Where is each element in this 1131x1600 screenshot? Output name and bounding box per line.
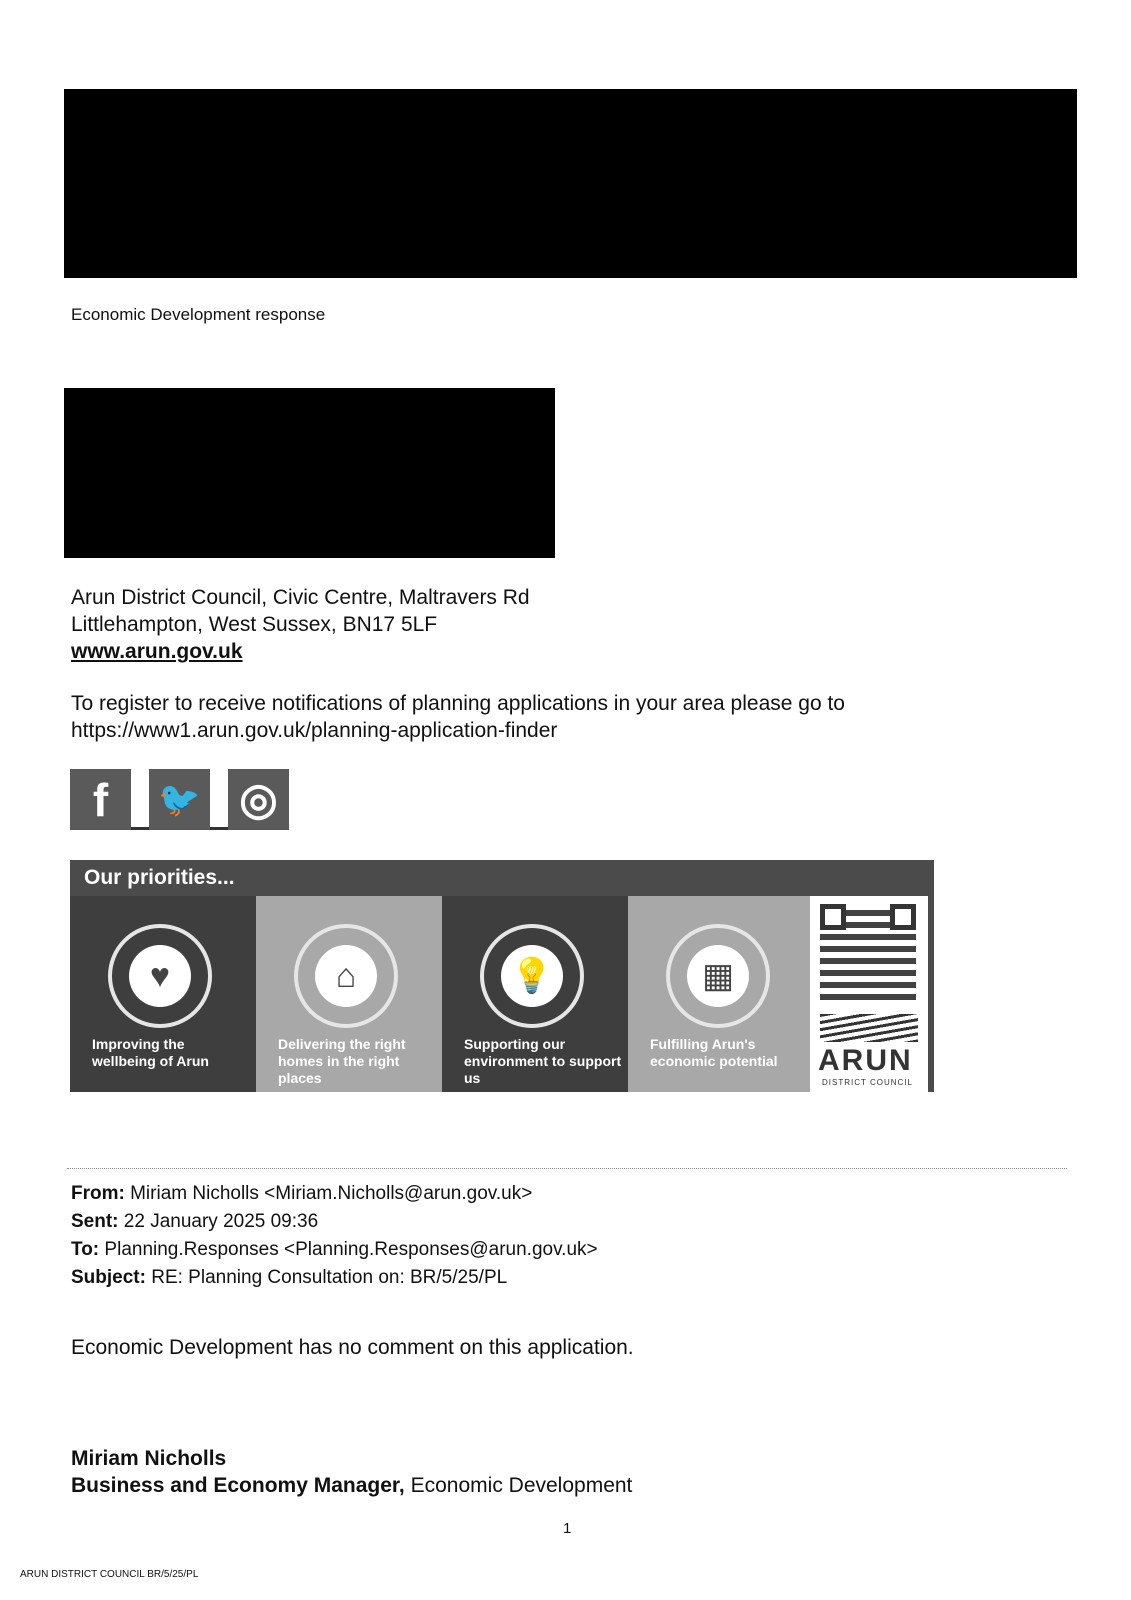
subject-label: Subject: [71, 1267, 146, 1288]
website-link[interactable]: www.arun.gov.uk [71, 640, 243, 663]
signature-department: Economic Development [410, 1474, 633, 1497]
facebook-icon[interactable] [70, 769, 131, 830]
address-line-1: Arun District Council, Civic Centre, Maltravers Rd [71, 586, 530, 609]
from-value: Miriam Nicholls <Miriam.Nicholls@arun.gov.uk> [130, 1183, 533, 1204]
instagram-glyph: ◎ [239, 775, 278, 824]
document-footer: ARUN DISTRICT COUNCIL BR/5/25/PL [20, 1569, 199, 1580]
priorities-banner [70, 860, 934, 1092]
lightbulb-glyph: 💡 [501, 945, 563, 1007]
email-header [71, 1180, 598, 1292]
priority-environment [442, 896, 628, 1092]
link-separator [131, 827, 149, 830]
signature-name: Miriam Nicholls [71, 1447, 227, 1470]
priorities-title: Our priorities... [84, 866, 235, 889]
instagram-icon[interactable] [228, 769, 289, 830]
sent-value: 22 January 2025 09:36 [123, 1211, 319, 1232]
to-label: To: [71, 1239, 100, 1260]
priority-label: Fulfilling Arun's economic potential [650, 1036, 778, 1069]
page-number: 1 [563, 1520, 572, 1537]
heart-glyph: ♥ [129, 945, 191, 1007]
priority-homes [256, 896, 442, 1092]
priority-label: Improving the wellbeing of Arun [92, 1036, 209, 1069]
priority-economy [628, 896, 814, 1092]
email-subject-row [71, 1264, 598, 1292]
email-sent-row [71, 1208, 598, 1236]
to-value: Planning.Responses <Planning.Responses@arun.gov.uk> [104, 1239, 598, 1260]
house-glyph: ⌂ [315, 945, 377, 1007]
email-divider [67, 1168, 1067, 1169]
twitter-glyph: 🐦 [158, 780, 201, 819]
priority-label: Supporting our environment to support us [464, 1036, 622, 1086]
buildings-icon [666, 924, 770, 1028]
email-from-row [71, 1180, 598, 1208]
signature-role: Business and Economy Manager, [71, 1474, 405, 1497]
email-to-row [71, 1236, 598, 1264]
arun-logo-panel [810, 896, 928, 1092]
council-address [71, 584, 530, 665]
redaction-block-middle [64, 388, 555, 558]
priority-wellbeing [70, 896, 256, 1092]
lightbulb-icon [480, 924, 584, 1028]
facebook-glyph: f [92, 773, 109, 826]
waves-logo-icon [820, 1014, 918, 1042]
register-notice: To register to receive notifications of planning applications in your area please go to https://www1.arun.gov.uk/planning-application-finder [71, 692, 845, 742]
buildings-glyph: ▦ [687, 945, 749, 1007]
logo-subtext: DISTRICT COUNCIL [822, 1078, 913, 1087]
subject-value: RE: Planning Consultation on: BR/5/25/PL [151, 1267, 508, 1288]
link-separator [210, 827, 228, 830]
priority-label: Delivering the right homes in the right places [278, 1036, 406, 1086]
signature-block [71, 1445, 632, 1499]
redaction-block-top [64, 89, 1077, 278]
sent-label: Sent: [71, 1211, 119, 1232]
response-heading: Economic Development response [71, 305, 326, 324]
address-line-2: Littlehampton, West Sussex, BN17 5LF [71, 613, 438, 636]
email-body: Economic Development has no comment on this application. [71, 1336, 634, 1359]
logo-text: ARUN [818, 1044, 913, 1077]
social-links [70, 768, 289, 830]
house-icon [294, 924, 398, 1028]
heart-icon [108, 924, 212, 1028]
twitter-icon[interactable] [149, 769, 210, 830]
from-label: From: [71, 1183, 125, 1204]
qr-code-icon[interactable] [820, 904, 916, 1000]
